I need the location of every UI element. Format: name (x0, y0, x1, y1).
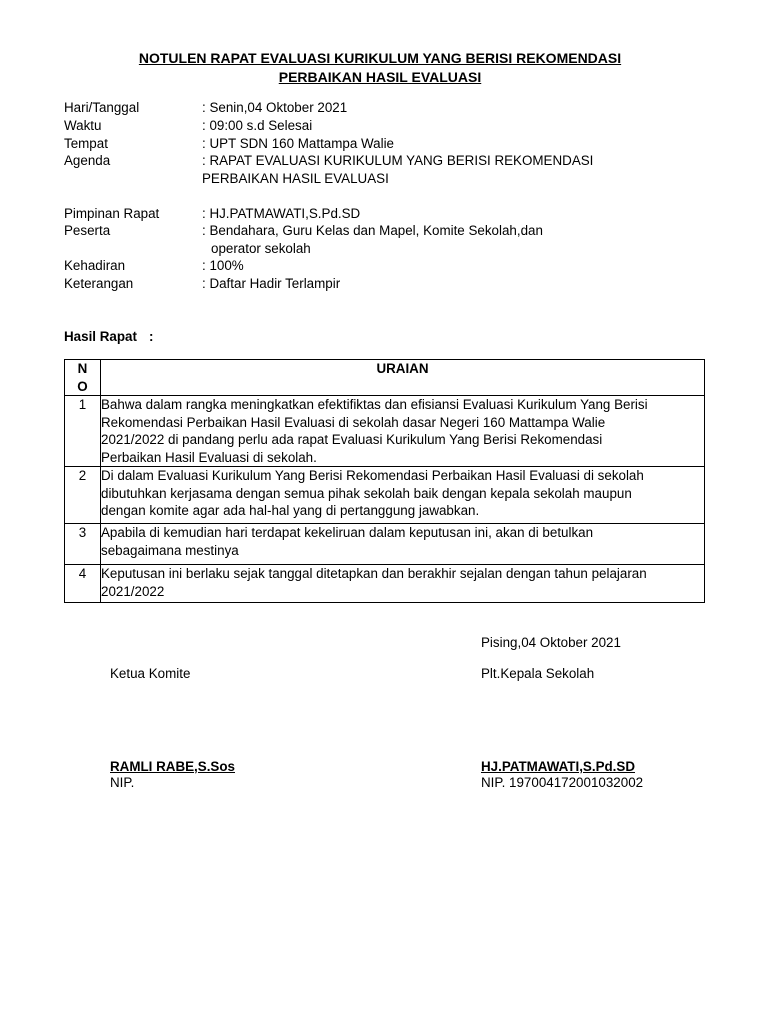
table-header-row (65, 360, 705, 396)
row-text (101, 565, 705, 603)
place-date: Pising,04 Oktober 2021 (481, 635, 621, 650)
meta-label: Keterangan (64, 276, 134, 291)
meta-value: operator sekolah (211, 241, 311, 256)
results-colon: : (148, 329, 154, 344)
meta-label: Waktu (64, 118, 102, 133)
column-header-uraian: URAIAN (101, 360, 705, 396)
results-table (64, 359, 705, 603)
row-number: 4 (65, 565, 101, 603)
meta-label: Pimpinan Rapat (64, 206, 160, 221)
meta-value: : 100% (202, 258, 244, 273)
table-row (65, 565, 705, 603)
meta-value: : Senin,04 Oktober 2021 (202, 100, 348, 115)
meta-value: : 09:00 s.d Selesai (202, 118, 313, 133)
meta-label: Peserta (64, 223, 111, 238)
row-text-line: 2021/2022 di pandang perlu ada rapat Evaluasi Kurikulum Yang Berisi Rekomendasi (101, 432, 603, 447)
row-number: 3 (65, 524, 101, 565)
meta-value: : Bendahara, Guru Kelas dan Mapel, Komite Sekolah,dan (202, 223, 543, 238)
meta-value: : Daftar Hadir Terlampir (202, 276, 341, 291)
title-line-1: NOTULEN RAPAT EVALUASI KURIKULUM YANG BERISI REKOMENDASI (138, 50, 622, 66)
table-row (65, 524, 705, 565)
row-text-line: dibutuhkan kerjasama dengan semua pihak sekolah baik dengan kepala sekolah maupun (101, 485, 632, 501)
meta-value: : UPT SDN 160 Mattampa Walie (202, 136, 394, 151)
meta-label: Kehadiran (64, 258, 126, 273)
left-signatory-role: Ketua Komite (110, 666, 191, 681)
right-signatory-role: Plt.Kepala Sekolah (481, 666, 595, 681)
meta-value: PERBAIKAN HASIL EVALUASI (202, 171, 389, 186)
column-header-no-line2: O (77, 378, 88, 394)
column-header-no-line1: N (77, 361, 88, 376)
table-row (65, 467, 705, 524)
row-number: 2 (65, 467, 101, 524)
meta-label: Tempat (64, 136, 108, 151)
right-signatory-nip: NIP. 197004172001032002 (481, 775, 644, 790)
row-text (101, 524, 705, 565)
row-text (101, 396, 705, 467)
column-header-no (65, 360, 101, 396)
row-text-line: Bahwa dalam rangka meningkatkan efektifiktas dan efisiansi Evaluasi Kurikulum Yang Berisi (101, 397, 648, 412)
table-row (65, 396, 705, 467)
meta-label: Agenda (64, 153, 111, 168)
row-text-line: Di dalam Evaluasi Kurikulum Yang Berisi Rekomendasi Perbaikan Hasil Evaluasi di sekolah (101, 468, 644, 483)
meta-label: Hari/Tanggal (64, 100, 140, 115)
row-text-line: dengan komite agar ada hal-hal yang di pertanggung jawabkan. (101, 503, 480, 518)
row-text-line: sebagaimana mestinya (101, 542, 239, 558)
row-text (101, 467, 705, 524)
row-number: 1 (65, 396, 101, 467)
row-text-line: Apabila di kemudian hari terdapat kekeliruan dalam keputusan ini, akan di betulkan (101, 525, 594, 540)
document-title (60, 49, 700, 87)
right-signatory-name: HJ.PATMAWATI,S.Pd.SD (481, 759, 635, 774)
left-signatory-nip: NIP. (110, 775, 135, 790)
row-text-line: 2021/2022 (101, 583, 165, 599)
meta-value: : HJ.PATMAWATI,S.Pd.SD (202, 206, 361, 221)
meta-value: : RAPAT EVALUASI KURIKULUM YANG BERISI REKOMENDASI (202, 153, 594, 168)
row-text-line: Keputusan ini berlaku sejak tanggal ditetapkan dan berakhir sejalan dengan tahun pelajaran (101, 566, 647, 581)
row-text-line: Perbaikan Hasil Evaluasi di sekolah. (101, 449, 317, 465)
title-line-2: PERBAIKAN HASIL EVALUASI (278, 69, 482, 85)
results-heading (64, 328, 153, 346)
row-text-line: Rekomendasi Perbaikan Hasil Evaluasi di sekolah dasar Negeri 160 Mattampa Walie (101, 414, 606, 430)
results-label: Hasil Rapat (64, 329, 137, 344)
left-signatory-name: RAMLI RABE,S.Sos (110, 759, 235, 774)
